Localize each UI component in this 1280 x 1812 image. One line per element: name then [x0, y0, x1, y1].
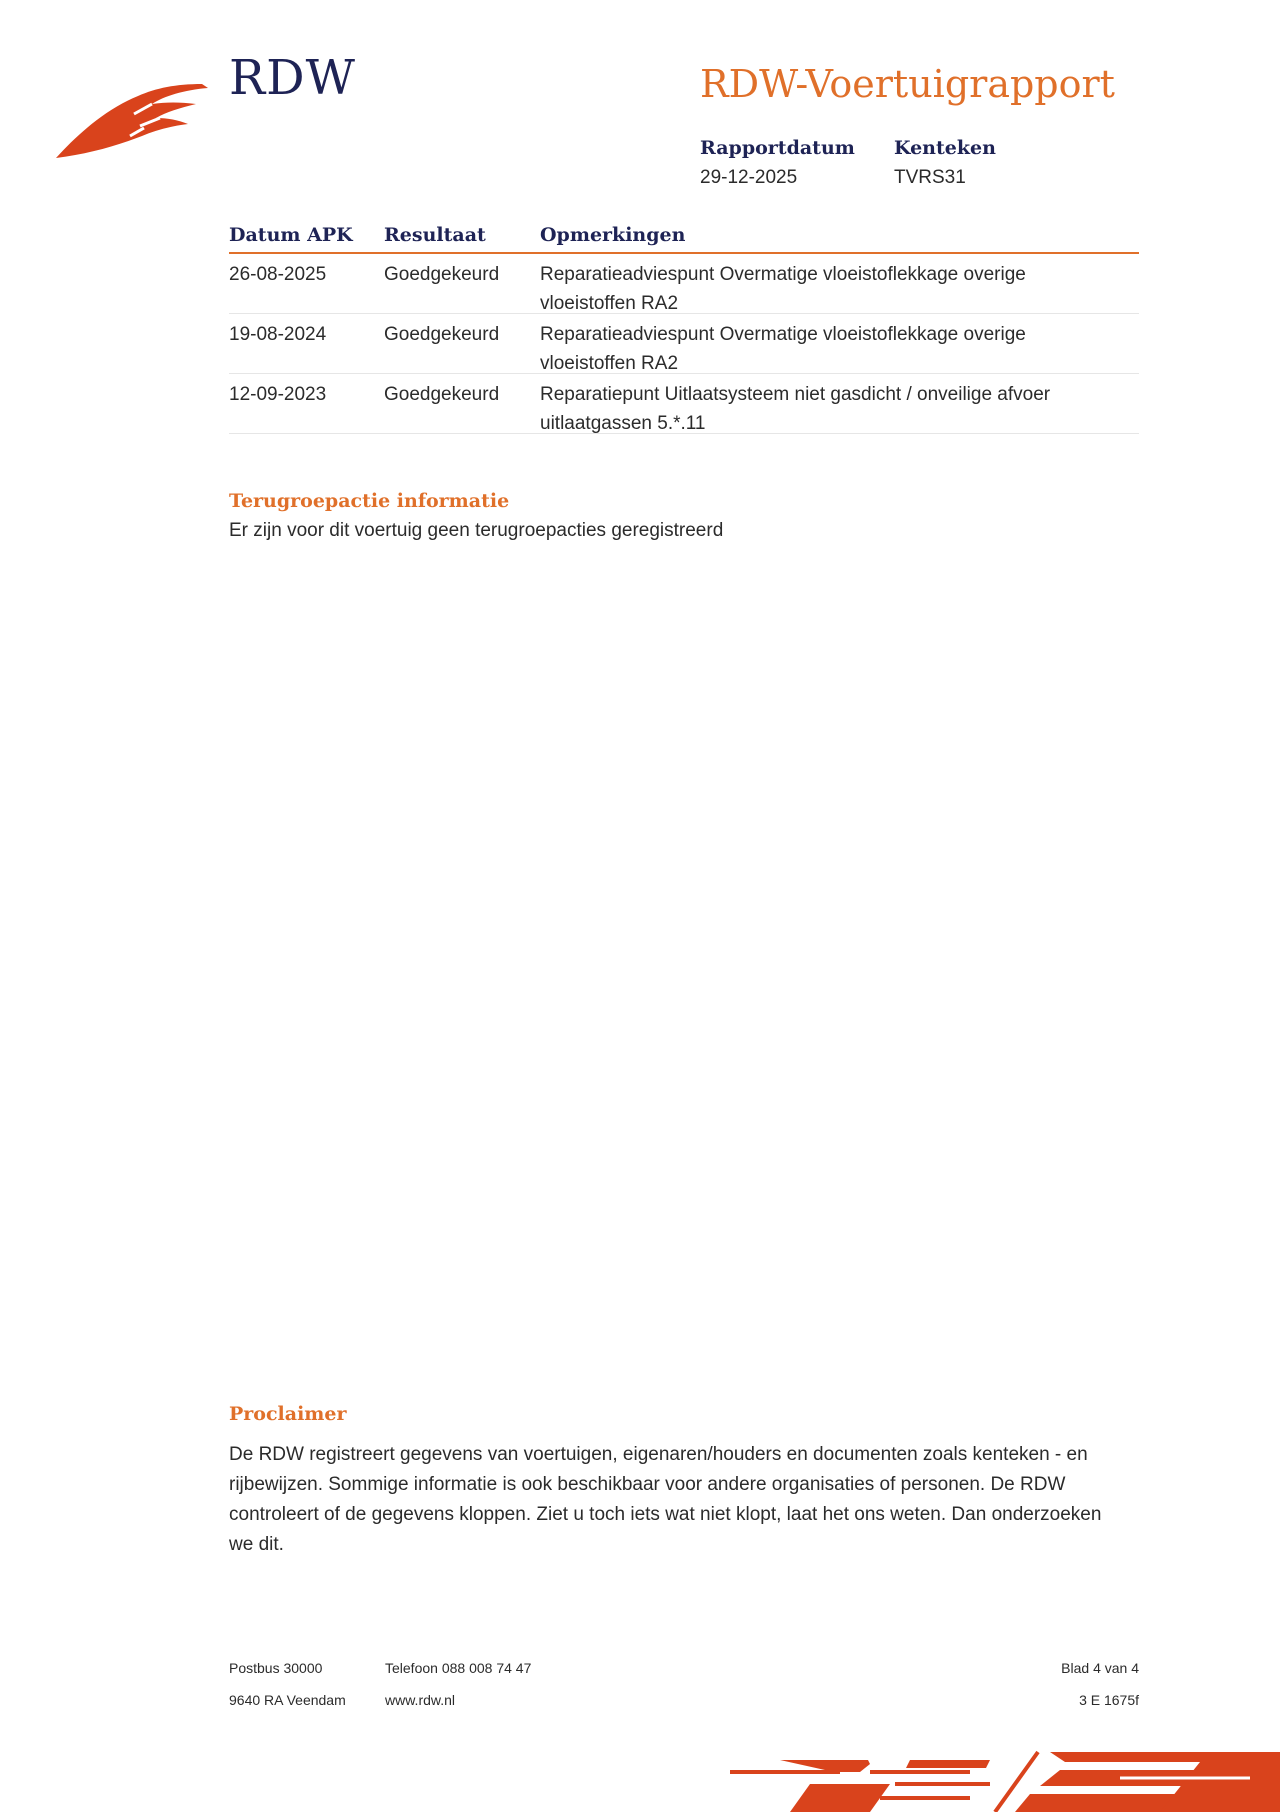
- plate-label: Kenteken: [894, 137, 996, 159]
- table-row: [229, 374, 1139, 434]
- apk-table: [229, 222, 1139, 434]
- apk-date: 19-08-2024: [229, 324, 327, 345]
- report-date-label: Rapportdatum: [700, 137, 855, 159]
- plate-value: TVRS31: [894, 167, 966, 188]
- footer-website[interactable]: www.rdw.nl: [385, 1692, 456, 1708]
- column-header-date: Datum APK: [229, 224, 353, 246]
- apk-remarks: Reparatiepunt Uitlaatsysteem niet gasdicht / onveilige afvoer uitlaatgassen 5.*.11: [540, 384, 1051, 434]
- footer-postbus: Postbus 30000: [229, 1660, 323, 1676]
- table-header-row: [229, 222, 1139, 254]
- report-date-value: 29-12-2025: [700, 167, 798, 188]
- page-title: RDW-Voertuigrapport: [700, 62, 1115, 106]
- footer-page-number: Blad 4 van 4: [1061, 1660, 1139, 1676]
- column-header-remarks: Opmerkingen: [540, 224, 686, 246]
- apk-result: Goedgekeurd: [384, 384, 500, 405]
- recall-section-title: Terugroepactie informatie: [229, 490, 510, 512]
- rdw-stripes-graphic-icon: [720, 1738, 1280, 1812]
- proclaimer-title: Proclaimer: [229, 1403, 347, 1425]
- proclaimer-text: De RDW registreert gegevens van voertuigen, eigenaren/houders en documenten zoals kenteken - en rijbewijzen. Sommige informatie is ook beschikbaar voor andere organisaties of personen. De RDW controleert of de gegevens kloppen. Ziet u toch iets wat niet klopt, laat het ons weten. Dan onderzoeken we dit.: [229, 1444, 1102, 1555]
- footer-city: 9640 RA Veendam: [229, 1692, 346, 1708]
- footer-code: 3 E 1675f: [1079, 1692, 1139, 1708]
- recall-text: Er zijn voor dit voertuig geen terugroepacties geregistreerd: [229, 520, 724, 541]
- apk-result: Goedgekeurd: [384, 264, 500, 285]
- table-row: [229, 254, 1139, 314]
- footer-phone: Telefoon 088 008 74 47: [385, 1660, 532, 1676]
- rdw-logo-icon: [56, 78, 208, 162]
- apk-date: 26-08-2025: [229, 264, 327, 285]
- apk-remarks: Reparatieadviespunt Overmatige vloeistoflekkage overige vloeistoffen RA2: [540, 264, 1026, 314]
- apk-date: 12-09-2023: [229, 384, 327, 405]
- column-header-result: Resultaat: [384, 224, 486, 246]
- table-row: [229, 314, 1139, 374]
- apk-remarks: Reparatieadviespunt Overmatige vloeistoflekkage overige vloeistoffen RA2: [540, 324, 1026, 374]
- brand-name: RDW: [229, 50, 356, 106]
- apk-result: Goedgekeurd: [384, 324, 500, 345]
